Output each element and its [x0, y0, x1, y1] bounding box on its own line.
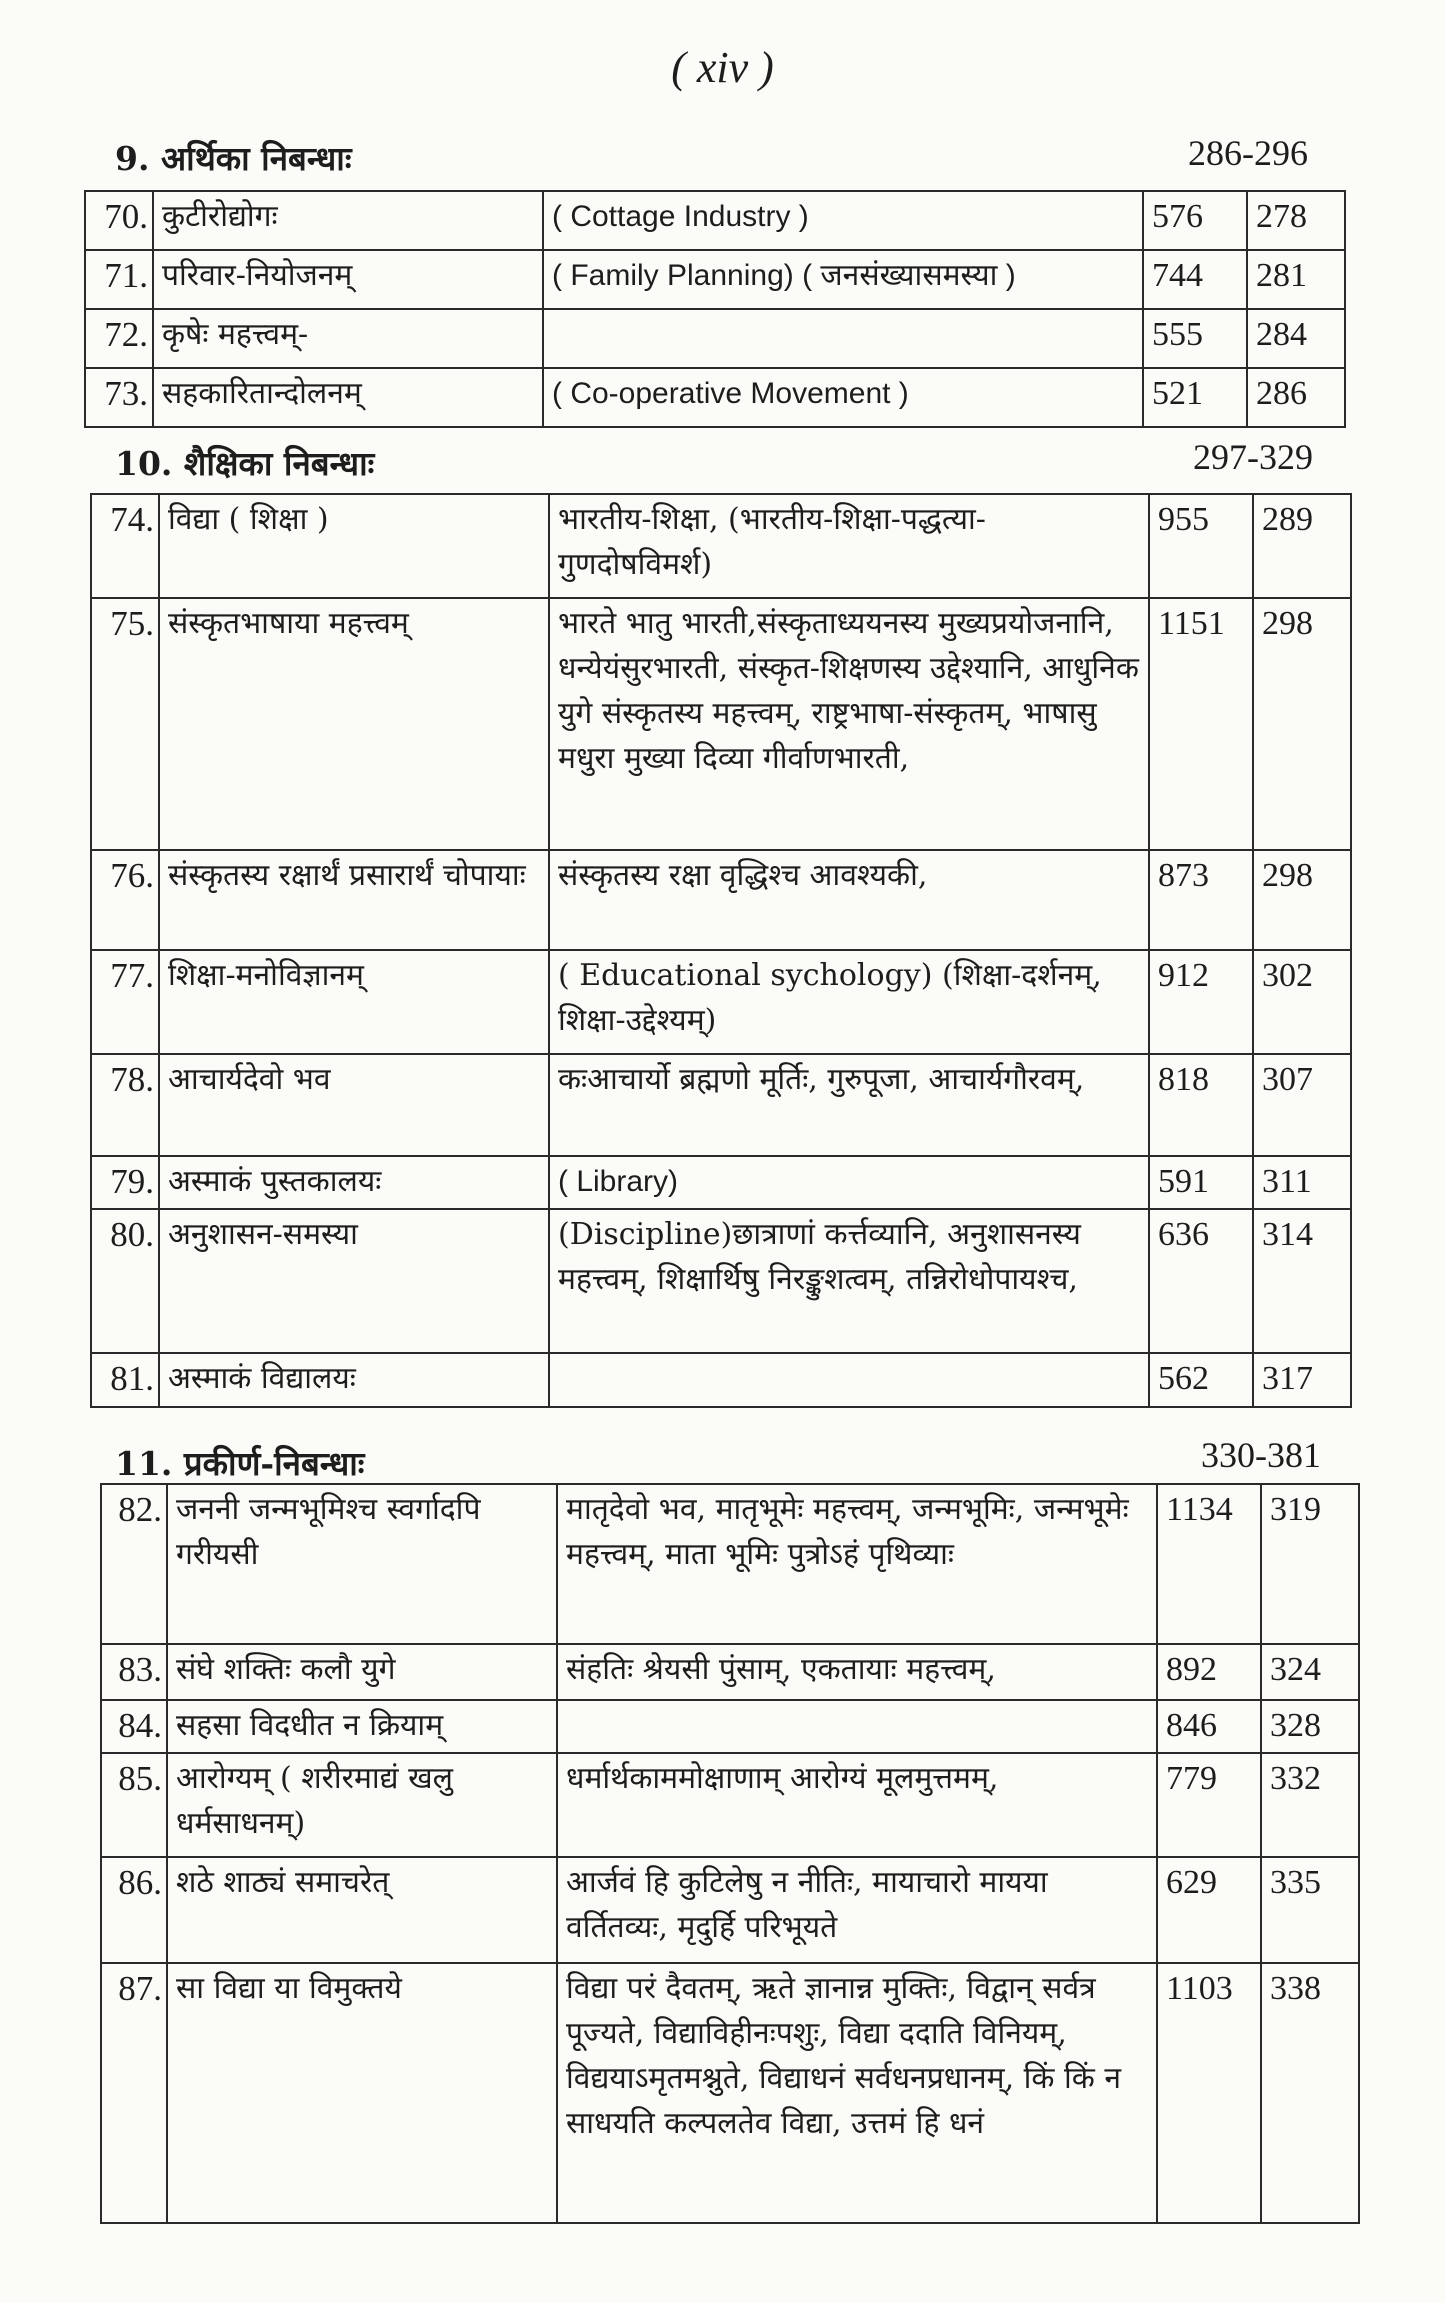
- entry-title: आचार्यदेवो भव: [159, 1054, 549, 1156]
- toc-table-section-10: [90, 493, 1352, 1408]
- section-title-11: 11. प्रकीर्ण-निबन्धाः: [115, 1444, 365, 1483]
- entry-count: 576: [1143, 191, 1247, 250]
- entry-title: सहकारितान्दोलनम्: [153, 368, 543, 427]
- table-row[interactable]: [91, 598, 1351, 850]
- entry-count: 629: [1157, 1857, 1261, 1963]
- entry-number: 70.: [85, 191, 153, 250]
- entry-description: [557, 1700, 1157, 1753]
- entry-description-text: ( Co-operative Movement ): [552, 377, 909, 410]
- entry-description: [543, 191, 1143, 250]
- entry-number: 84.: [101, 1700, 167, 1753]
- entry-number: 80.: [91, 1209, 159, 1353]
- table-row[interactable]: [85, 368, 1345, 427]
- entry-count: 892: [1157, 1644, 1261, 1700]
- entry-description: [549, 950, 1149, 1054]
- entry-description: भारते भातु भारती,संस्कृताध्ययनस्य मुख्यप्रयोजनानि, धन्येयंसुरभारती, संस्कृत-शिक्षणस्य उद्देश्यानि, आधुनिक युगे संस्कृतस्य महत्त्वम्, राष्ट्रभाषा-संस्कृतम्, भाषासु मधुरा मुख्या दिव्या गीर्वाणभारती,: [549, 598, 1149, 850]
- entry-page: 328: [1261, 1700, 1359, 1753]
- section-title-9: 9. अर्थिका निबन्धाः: [115, 139, 352, 178]
- entry-title: विद्या ( शिक्षा ): [159, 494, 549, 598]
- entry-number: 74.: [91, 494, 159, 598]
- entry-description-text: ( Library): [558, 1165, 679, 1198]
- entry-count: 744: [1143, 250, 1247, 309]
- entry-description: भारतीय-शिक्षा, (भारतीय-शिक्षा-पद्धत्या-गुणदोषविमर्श): [549, 494, 1149, 598]
- entry-page: 286: [1247, 368, 1345, 427]
- entry-title: शिक्षा-मनोविज्ञानम्: [159, 950, 549, 1054]
- table-row[interactable]: [101, 1753, 1359, 1857]
- entry-title: जननी जन्मभूमिश्च स्वर्गादपि गरीयसी: [167, 1484, 557, 1644]
- entry-count: 591: [1149, 1156, 1253, 1209]
- entry-page: 284: [1247, 309, 1345, 368]
- entry-number: 82.: [101, 1484, 167, 1644]
- table-row[interactable]: [91, 1209, 1351, 1353]
- entry-count: 521: [1143, 368, 1247, 427]
- entry-number: 78.: [91, 1054, 159, 1156]
- entry-description: धर्मार्थकाममोक्षाणाम् आरोग्यं मूलमुत्तमम्,: [557, 1753, 1157, 1857]
- entry-page: 302: [1253, 950, 1351, 1054]
- entry-title: सहसा विदधीत न क्रियाम्: [167, 1700, 557, 1753]
- table-row[interactable]: [101, 1963, 1359, 2223]
- table-row[interactable]: [85, 191, 1345, 250]
- table-row[interactable]: [101, 1484, 1359, 1644]
- entry-title: शठे शाठ्यं समाचरेत्: [167, 1857, 557, 1963]
- entry-page: 314: [1253, 1209, 1351, 1353]
- entry-page: 311: [1253, 1156, 1351, 1209]
- entry-page: 298: [1253, 598, 1351, 850]
- table-row[interactable]: [85, 250, 1345, 309]
- table-row[interactable]: [91, 850, 1351, 950]
- entry-description: संहतिः श्रेयसी पुंसाम्, एकतायाः महत्त्वम्,: [557, 1644, 1157, 1700]
- entry-page: 289: [1253, 494, 1351, 598]
- table-row[interactable]: [91, 494, 1351, 598]
- entry-count: 1103: [1157, 1963, 1261, 2223]
- entry-description: विद्या परं दैवतम्, ऋते ज्ञानान्न मुक्तिः, विद्वान् सर्वत्र पूज्यते, विद्याविहीनःपशुः, विद्या ददाति विनियम्, विद्ययाऽमृतमश्नुते, विद्याधनं सर्वधनप्रधानम्, किं किं न साधयति कल्पलतेव विद्या, उत्तमं हि धनं: [557, 1963, 1157, 2223]
- table-row[interactable]: [91, 1156, 1351, 1209]
- entry-count: 846: [1157, 1700, 1261, 1753]
- entry-page: 298: [1253, 850, 1351, 950]
- entry-description: [543, 250, 1143, 309]
- entry-number: 72.: [85, 309, 153, 368]
- toc-table-section-11: [100, 1483, 1360, 2224]
- entry-count: 955: [1149, 494, 1253, 598]
- entry-count: 1134: [1157, 1484, 1261, 1644]
- entry-number: 87.: [101, 1963, 167, 2223]
- entry-page: 307: [1253, 1054, 1351, 1156]
- entry-count: 1151: [1149, 598, 1253, 850]
- table-row[interactable]: [91, 1353, 1351, 1407]
- entry-page: 335: [1261, 1857, 1359, 1963]
- entry-page: 278: [1247, 191, 1345, 250]
- entry-description: [543, 368, 1143, 427]
- entry-page: 332: [1261, 1753, 1359, 1857]
- entry-description-text: ( Cottage Industry ): [552, 200, 809, 233]
- entry-description-text: ( Educational sychology) (शिक्षा-दर्शनम्, शिक्षा-उद्देश्यम्): [558, 958, 1102, 1038]
- entry-count: 912: [1149, 950, 1253, 1054]
- entry-number: 73.: [85, 368, 153, 427]
- entry-number: 81.: [91, 1353, 159, 1407]
- table-row[interactable]: [101, 1700, 1359, 1753]
- entry-description: मातृदेवो भव, मातृभूमेः महत्त्वम्, जन्मभूमिः, जन्मभूमेः महत्त्वम्, माता भूमिः पुत्रोऽहं पृथिव्याः: [557, 1484, 1157, 1644]
- entry-title: अस्माकं विद्यालयः: [159, 1353, 549, 1407]
- page-number: ( xiv ): [671, 43, 774, 92]
- entry-title: संघे शक्तिः कलौ युगे: [167, 1644, 557, 1700]
- table-row[interactable]: [91, 950, 1351, 1054]
- section-range-9: 286-296: [1188, 133, 1308, 173]
- entry-description: (Discipline)छात्राणां कर्त्तव्यानि, अनुशासनस्य महत्त्वम्, शिक्षार्थिषु निरङ्कुशत्वम्, तन्निरोधोपायश्च,: [549, 1209, 1149, 1353]
- entry-count: 636: [1149, 1209, 1253, 1353]
- entry-page: 324: [1261, 1644, 1359, 1700]
- entry-page: 338: [1261, 1963, 1359, 2223]
- table-row[interactable]: [91, 1054, 1351, 1156]
- entry-number: 75.: [91, 598, 159, 850]
- entry-title: कृषेः महत्त्वम्-: [153, 309, 543, 368]
- entry-number: 86.: [101, 1857, 167, 1963]
- entry-description: आर्जवं हि कुटिलेषु न नीतिः, मायाचारो मायया वर्तितव्यः, मृदुर्हि परिभूयते: [557, 1857, 1157, 1963]
- entry-number: 79.: [91, 1156, 159, 1209]
- section-range-11: 330-381: [1201, 1435, 1321, 1475]
- entry-title: सा विद्या या विमुक्तये: [167, 1963, 557, 2223]
- entry-title: अनुशासन-समस्या: [159, 1209, 549, 1353]
- toc-table-section-9: [84, 190, 1346, 428]
- table-row[interactable]: [85, 309, 1345, 368]
- entry-title: कुटीरोद्योगः: [153, 191, 543, 250]
- entry-title: अस्माकं पुस्तकालयः: [159, 1156, 549, 1209]
- entry-count: 873: [1149, 850, 1253, 950]
- table-row[interactable]: [101, 1644, 1359, 1700]
- entry-description: [543, 309, 1143, 368]
- entry-number: 77.: [91, 950, 159, 1054]
- table-row[interactable]: [101, 1857, 1359, 1963]
- entry-title: आरोग्यम् ( शरीरमाद्यं खलु धर्मसाधनम्): [167, 1753, 557, 1857]
- entry-description: [549, 1353, 1149, 1407]
- entry-title: परिवार-नियोजनम्: [153, 250, 543, 309]
- entry-page: 281: [1247, 250, 1345, 309]
- entry-count: 562: [1149, 1353, 1253, 1407]
- entry-title: संस्कृतभाषाया महत्त्वम्: [159, 598, 549, 850]
- entry-count: 818: [1149, 1054, 1253, 1156]
- section-title-10: 10. शैक्षिका निबन्धाः: [115, 444, 375, 483]
- entry-title: संस्कृतस्य रक्षार्थं प्रसारार्थं चोपायाः: [159, 850, 549, 950]
- entry-count: 779: [1157, 1753, 1261, 1857]
- entry-number: 85.: [101, 1753, 167, 1857]
- section-range-10: 297-329: [1193, 437, 1313, 477]
- entry-description: संस्कृतस्य रक्षा वृद्धिश्च आवश्यकी,: [549, 850, 1149, 950]
- entry-page: 319: [1261, 1484, 1359, 1644]
- entry-count: 555: [1143, 309, 1247, 368]
- entry-description: कःआचार्यो ब्रह्मणो मूर्तिः, गुरुपूजा, आचार्यगौरवम्,: [549, 1054, 1149, 1156]
- entry-number: 76.: [91, 850, 159, 950]
- entry-number: 83.: [101, 1644, 167, 1700]
- entry-page: 317: [1253, 1353, 1351, 1407]
- entry-number: 71.: [85, 250, 153, 309]
- entry-description-text: ( Family Planning) ( जनसंख्यासमस्या ): [552, 259, 1016, 292]
- entry-description: [549, 1156, 1149, 1209]
